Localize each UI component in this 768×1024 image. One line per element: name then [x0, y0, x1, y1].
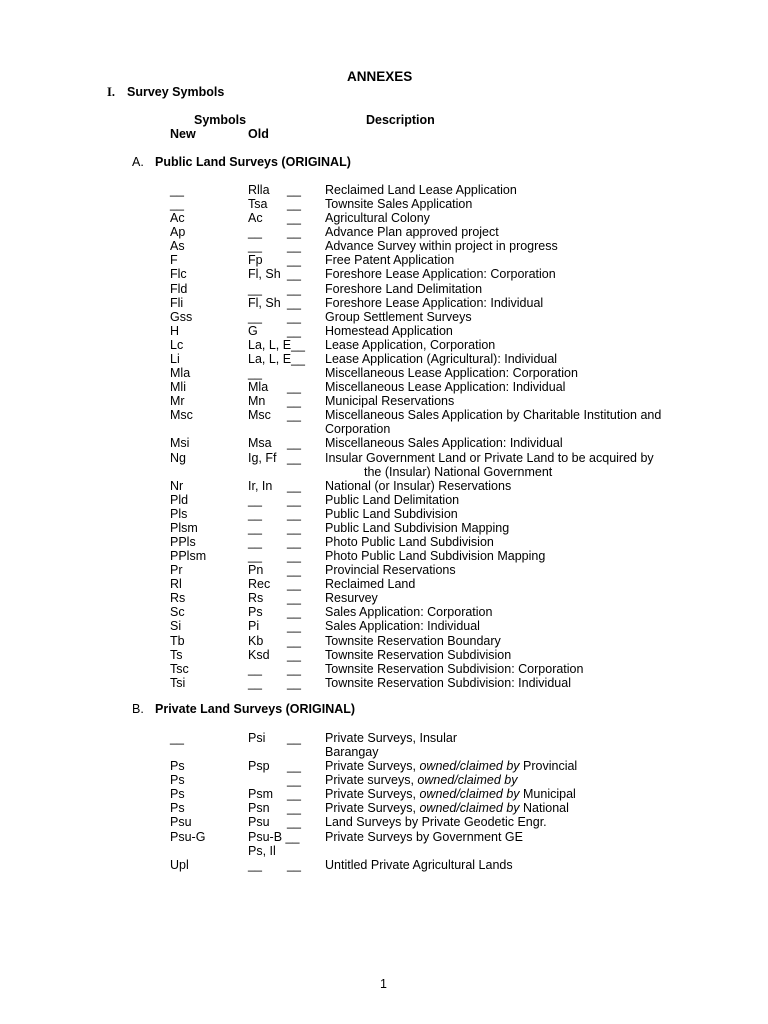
old-symbol: Tsa [248, 197, 268, 212]
dash-mark: __ [287, 857, 301, 872]
old-symbol: Rs [248, 591, 264, 606]
new-symbol: __ [170, 731, 184, 745]
symbol-description [325, 815, 547, 829]
description-text: Land Surveys by Private Geodetic Engr. [325, 815, 547, 830]
description-emphasis: owned/claimed by [419, 801, 520, 816]
old-symbol: __ [248, 506, 262, 521]
old-symbol: Ac [248, 211, 263, 226]
table-row [0, 563, 768, 577]
table-row [0, 324, 768, 338]
symbol-description: the (Insular) National Government [364, 464, 553, 479]
symbol-description: Foreshore Lease Application: Individual [325, 295, 544, 310]
symbol-description: Miscellaneous Lease Application: Individual [325, 380, 566, 395]
new-symbol: Tb [170, 633, 185, 648]
description-text: Private Surveys, [325, 759, 420, 774]
new-symbol: F [170, 253, 178, 268]
new-symbol: Sc [170, 605, 185, 620]
symbol-description: Advance Survey within project in progress [325, 239, 558, 254]
new-symbol: Pld [170, 492, 189, 507]
dash-mark: __ [287, 394, 301, 409]
table-row [0, 745, 768, 759]
table-row [0, 648, 768, 662]
symbol-description: Miscellaneous Lease Application: Corporation [325, 366, 578, 381]
new-symbol: Ps [170, 773, 185, 788]
old-symbol: La, L, E__ [248, 337, 305, 352]
description-suffix: Municipal [519, 787, 576, 802]
new-symbol: Psu [170, 815, 192, 830]
table-row [0, 408, 768, 422]
page-title: ANNEXES [347, 69, 413, 84]
old-symbol: Mla [248, 380, 269, 395]
description-text: Untitled Private Agricultural Lands [325, 857, 513, 872]
description-emphasis: owned/claimed by [417, 773, 518, 788]
table-row [0, 844, 768, 858]
dash-mark: __ [287, 787, 301, 802]
table-row [0, 436, 768, 450]
dash-mark: __ [287, 506, 301, 521]
dash-mark: __ [287, 478, 301, 493]
symbol-description: Municipal Reservations [325, 394, 455, 409]
old-symbol: Pi [248, 619, 260, 634]
symbol-description: Townsite Reservation Boundary [325, 633, 501, 648]
table-row [0, 422, 768, 436]
new-symbol: Mla [170, 366, 191, 381]
old-symbol: La, L, E__ [248, 351, 305, 366]
new-symbol: PPlsm [170, 549, 207, 564]
table-row [0, 225, 768, 239]
new-symbol: Rl [170, 577, 182, 592]
symbol-description: Advance Plan approved project [325, 225, 499, 240]
new-symbol: Msi [170, 436, 190, 451]
dash-mark: __ [287, 380, 301, 395]
dash-mark: __ [287, 661, 301, 676]
symbol-description: Reclaimed Land Lease Application [325, 183, 517, 197]
table-row [0, 591, 768, 605]
new-symbol: Tsi [170, 675, 186, 690]
old-symbol: __ [248, 309, 262, 324]
table-row [0, 366, 768, 380]
table-row [0, 549, 768, 563]
new-symbol: __ [170, 197, 184, 212]
table-row [0, 282, 768, 296]
description-text: Private surveys, [325, 773, 418, 788]
symbol-description [325, 731, 457, 745]
symbols-header: Symbols [194, 113, 247, 127]
dash-mark: __ [287, 535, 301, 549]
dash-mark: __ [287, 295, 301, 310]
table-row [0, 521, 768, 535]
symbol-description: Public Land Subdivision Mapping [325, 520, 510, 535]
dash-mark: __ [287, 281, 301, 296]
description-suffix: National [519, 801, 569, 816]
section-numeral: I. [107, 85, 115, 99]
new-symbol: Upl [170, 857, 189, 872]
new-symbol: Ts [170, 647, 183, 662]
old-symbol: Psu [248, 815, 270, 830]
old-symbol: __ [248, 675, 262, 690]
old-symbol: __ [248, 520, 262, 535]
subsection-b-heading: Private Land Surveys (ORIGINAL) [155, 702, 356, 716]
new-symbol: Pr [170, 563, 183, 578]
dash-mark: __ [287, 239, 301, 254]
dash-mark: __ [287, 450, 301, 465]
table-row [0, 676, 768, 690]
symbol-description: Provincial Reservations [325, 563, 456, 578]
old-symbol: Psp [248, 759, 270, 774]
table-row [0, 662, 768, 676]
dash-mark: __ [287, 633, 301, 648]
table-row [0, 787, 768, 801]
description-text: Private Surveys, [325, 801, 420, 816]
dash-mark: __ [287, 563, 301, 578]
new-symbol: Ps [170, 801, 185, 816]
section-heading: Survey Symbols [127, 85, 225, 99]
new-symbol: Lc [170, 337, 184, 352]
dash-mark: __ [287, 211, 301, 226]
description-suffix: Provincial [519, 759, 578, 774]
new-header: New [170, 127, 196, 141]
description-text: Private Surveys, [325, 787, 420, 802]
new-symbol: H [170, 323, 180, 338]
new-symbol: Ng [170, 450, 186, 465]
old-symbol: Ir, In [248, 478, 273, 493]
new-symbol: Rs [170, 591, 186, 606]
dash-mark: __ [287, 492, 301, 507]
old-symbol: Rlla [248, 183, 270, 197]
table-row [0, 605, 768, 619]
old-symbol: Ig, Ff [248, 450, 277, 465]
old-symbol: Psn [248, 801, 270, 816]
new-symbol: Nr [170, 478, 184, 493]
old-header: Old [248, 127, 269, 141]
dash-mark: __ [287, 323, 301, 338]
symbol-description: Townsite Reservation Subdivision: Individual [325, 675, 571, 690]
symbol-description [325, 801, 569, 815]
old-symbol: Psm [248, 787, 273, 802]
new-symbol: Msc [170, 408, 193, 423]
table-row [0, 830, 768, 844]
old-symbol: __ [248, 239, 262, 254]
symbol-description: Public Land Delimitation [325, 492, 460, 507]
dash-mark: __ [287, 801, 301, 816]
table-row [0, 239, 768, 253]
new-symbol: Tsc [170, 661, 189, 676]
new-symbol: Psu-G [170, 829, 206, 844]
new-symbol: PPls [170, 535, 196, 549]
subsection-a-heading: Public Land Surveys (ORIGINAL) [155, 155, 351, 169]
table-row [0, 197, 768, 211]
page-number: 1 [380, 977, 387, 991]
symbol-description [325, 858, 513, 872]
old-symbol: Rec [248, 577, 271, 592]
table-row [0, 211, 768, 225]
old-symbol: Fl, Sh [248, 295, 281, 310]
dash-mark: __ [287, 577, 301, 592]
dash-mark: __ [287, 267, 301, 282]
description-header: Description [366, 113, 435, 127]
old-symbol: Mn [248, 394, 266, 409]
symbol-description [325, 787, 576, 801]
table-row [0, 296, 768, 310]
symbol-description: Miscellaneous Sales Application by Charitable Institution and [325, 408, 662, 423]
description-text: Private Surveys, Insular [325, 731, 457, 745]
old-symbol: Psu-B __ [248, 829, 300, 844]
symbol-description: Free Patent Application [325, 253, 455, 268]
new-symbol: Ps [170, 787, 185, 802]
symbol-description: Townsite Reservation Subdivision [325, 647, 512, 662]
old-symbol: Msc [248, 408, 271, 423]
new-symbol: Si [170, 619, 182, 634]
table-row [0, 535, 768, 549]
symbol-description: Reclaimed Land [325, 577, 416, 592]
symbol-description: Photo Public Land Subdivision [325, 535, 494, 549]
dash-mark: __ [287, 731, 301, 745]
new-symbol: Mr [170, 394, 185, 409]
subsection-b-letter: B. [132, 702, 144, 716]
old-symbol: Fl, Sh [248, 267, 281, 282]
table-row [0, 394, 768, 408]
symbol-description: Corporation [325, 422, 391, 437]
symbol-description [325, 830, 523, 844]
new-symbol: Pls [170, 506, 188, 521]
dash-mark: __ [287, 591, 301, 606]
table-row [0, 634, 768, 648]
symbol-description: Miscellaneous Sales Application: Individual [325, 436, 563, 451]
table-row [0, 493, 768, 507]
dash-mark: __ [287, 197, 301, 212]
new-symbol: Fld [170, 281, 188, 296]
old-symbol: Psi [248, 731, 266, 745]
old-symbol: __ [248, 281, 262, 296]
dash-mark: __ [287, 549, 301, 564]
old-symbol: Ps, Il [248, 843, 276, 858]
new-symbol: Ap [170, 225, 186, 240]
symbol-description: Photo Public Land Subdivision Mapping [325, 549, 546, 564]
table-row [0, 310, 768, 324]
new-symbol: Fli [170, 295, 184, 310]
symbol-description: Foreshore Lease Application: Corporation [325, 267, 556, 282]
old-symbol: __ [248, 492, 262, 507]
table-row [0, 577, 768, 591]
symbol-description: Foreshore Land Delimitation [325, 281, 483, 296]
symbol-description: Sales Application: Corporation [325, 605, 493, 620]
old-symbol: __ [248, 661, 262, 676]
dash-mark: __ [287, 815, 301, 830]
dash-mark: __ [287, 605, 301, 620]
dash-mark: __ [287, 520, 301, 535]
dash-mark: __ [287, 408, 301, 423]
table-row [0, 731, 768, 745]
new-symbol: Plsm [170, 520, 198, 535]
symbol-description: Sales Application: Individual [325, 619, 480, 634]
table-row [0, 451, 768, 465]
table-row [0, 465, 768, 479]
description-text: Barangay [325, 745, 379, 760]
new-symbol: Mli [170, 380, 186, 395]
table-row [0, 380, 768, 394]
symbol-description: Townsite Sales Application [325, 197, 473, 212]
description-text: Private Surveys by Government GE [325, 829, 523, 844]
subsection-a-letter: A. [132, 155, 144, 169]
dash-mark: __ [287, 183, 301, 197]
table-row [0, 267, 768, 281]
new-symbol: Flc [170, 267, 187, 282]
dash-mark: __ [287, 225, 301, 240]
table-row [0, 352, 768, 366]
symbol-description: Agricultural Colony [325, 211, 430, 226]
old-symbol: Fp [248, 253, 263, 268]
description-emphasis: owned/claimed by [419, 787, 520, 802]
old-symbol: G [248, 323, 258, 338]
dash-mark: __ [287, 759, 301, 774]
old-symbol: Pn [248, 563, 264, 578]
symbol-description: National (or Insular) Reservations [325, 478, 512, 493]
table-row [0, 773, 768, 787]
symbol-description: Group Settlement Surveys [325, 309, 472, 324]
new-symbol: Ps [170, 759, 185, 774]
old-symbol: Ksd [248, 647, 270, 662]
old-symbol: Msa [248, 436, 272, 451]
table-row [0, 338, 768, 352]
table-row [0, 479, 768, 493]
old-symbol: __ [248, 535, 262, 549]
dash-mark: __ [287, 675, 301, 690]
new-symbol: __ [170, 183, 184, 197]
table-row [0, 183, 768, 197]
dash-mark: __ [287, 773, 301, 788]
table-row [0, 815, 768, 829]
table-row [0, 253, 768, 267]
symbol-description [325, 773, 517, 787]
new-symbol: Ac [170, 211, 185, 226]
table-row [0, 858, 768, 872]
table-row [0, 801, 768, 815]
symbol-description: Public Land Subdivision [325, 506, 458, 521]
dash-mark: __ [287, 253, 301, 268]
table-row [0, 507, 768, 521]
symbol-description: Townsite Reservation Subdivision: Corporation [325, 661, 584, 676]
new-symbol: Gss [170, 309, 193, 324]
symbol-description [325, 759, 577, 773]
dash-mark: __ [287, 436, 301, 451]
table-row [0, 619, 768, 633]
old-symbol: __ [248, 549, 262, 564]
old-symbol: __ [248, 225, 262, 240]
old-symbol: Kb [248, 633, 264, 648]
symbol-description: Resurvey [325, 591, 378, 606]
dash-mark: __ [287, 647, 301, 662]
symbol-description: Lease Application (Agricultural): Individual [325, 351, 558, 366]
old-symbol: __ [248, 366, 262, 381]
dash-mark: __ [287, 309, 301, 324]
new-symbol: As [170, 239, 185, 254]
old-symbol: __ [248, 857, 262, 872]
symbol-description [325, 745, 379, 759]
symbol-description: Lease Application, Corporation [325, 337, 496, 352]
symbol-description: Insular Government Land or Private Land to be acquired by [325, 450, 654, 465]
new-symbol: Li [170, 351, 180, 366]
symbol-description: Homestead Application [325, 323, 453, 338]
table-row [0, 759, 768, 773]
old-symbol: Ps [248, 605, 263, 620]
description-emphasis: owned/claimed by [419, 759, 520, 774]
dash-mark: __ [287, 619, 301, 634]
